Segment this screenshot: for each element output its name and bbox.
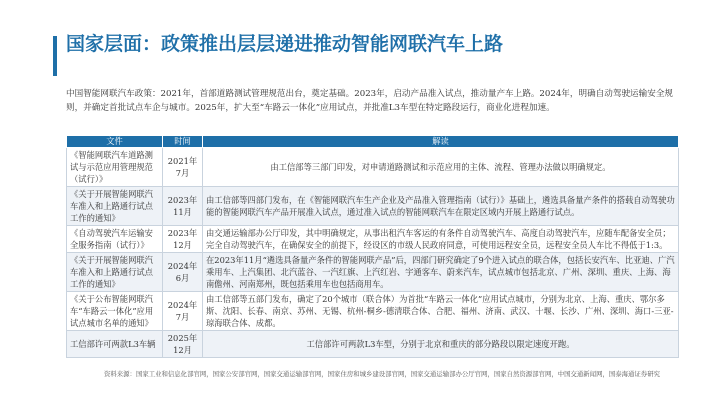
table-row	[67, 148, 679, 187]
row-document: 工信部许可两款L3车辆	[67, 331, 163, 358]
row-document: 《智能网联汽车道路测试与示范应用管理规范（试行）》	[67, 148, 163, 187]
row-document: 《关于公布智能网联汽车“车路云一体化”应用试点城市名单的通知》	[67, 292, 163, 331]
table-row	[67, 226, 679, 253]
table-header-row	[67, 136, 679, 148]
row-interpretation: 由工信部等四部门发布，在《智能网联汽车生产企业及产品准入管理指南（试行）》基础上，遴选具备量产条件的搭载自动驾驶功能的智能网联汽车产品开展准入试点，通过准入试点的智能网联汽车在限定区域内开展上路通行试点。	[203, 187, 679, 226]
row-time: 2024年7月	[163, 292, 203, 331]
page-title: 国家层面：政策推出层层递进推动智能网联汽车上路	[66, 33, 504, 55]
table-row	[67, 331, 679, 358]
header-time: 时间	[163, 136, 203, 148]
table-row	[67, 292, 679, 331]
row-time: 2025年12月	[163, 331, 203, 358]
row-time: 2021年7月	[163, 148, 203, 187]
intro-paragraph: 中国智能网联汽车政策：2021年，首部道路测试管理规范出台，奠定基础。2023年，启动产品准入试点，推动量产车上路。2024年，明确自动驾驶运输安全规则，并确定首批试点车企与城市。2025年，扩大至“车路云一体化”应用试点，并批准L3车型在特定路段运行，商业化进程加速。	[66, 89, 674, 113]
header-document: 文件	[67, 136, 163, 148]
row-interpretation: 由工信部等三部门印发，对申请道路测试和示范应用的主体、流程、管理办法做以明确规定。	[203, 148, 679, 187]
row-time: 2023年12月	[163, 226, 203, 253]
row-time: 2023年11月	[163, 187, 203, 226]
title-accent-bar	[53, 36, 57, 76]
policy-table	[66, 135, 679, 358]
row-time: 2024年6月	[163, 253, 203, 292]
row-interpretation: 工信部许可两款L3车型，分别于北京和重庆的部分路段以限定速度开跑。	[203, 331, 679, 358]
header-interpretation: 解读	[203, 136, 679, 148]
sources-note: 资料来源：国家工业和信息化部官网，国家公安部官网，国家交通运输部官网，国家住房和城乡建设部官网，国家交通运输部办公厅官网，国家自然资源部官网，中国交通新闻网，国泰海通证券研究	[104, 370, 660, 378]
table-row	[67, 253, 679, 292]
table-row	[67, 187, 679, 226]
row-document: 《关于开展智能网联汽车准入和上路通行试点工作的通知》	[67, 187, 163, 226]
row-document: 《自动驾驶汽车运输安全服务指南（试行）》	[67, 226, 163, 253]
row-interpretation: 由交通运输部办公厅印发，其中明确规定，从事出租汽车客运的有条件自动驾驶汽车、高度自动驾驶汽车，应随车配备安全员；完全自动驾驶汽车，在确保安全的前提下，经设区的市级人民政府同意，可使用远程安全员，远程安全员人车比不得低于1:3。	[203, 226, 679, 253]
row-interpretation: 在2023年11月“遴选具备量产条件的智能网联产品”后，四部门研究确定了9个进入试点的联合体，包括长安汽车、比亚迪、广汽乘用车、上汽集团、北汽蓝谷、一汽红旗、上汽红岩、宇通客车、蔚来汽车，试点城市包括北京、广州、深圳、重庆、上海、海南儋州、河南郑州，既包括乘用车也包括商用车。	[203, 253, 679, 292]
row-document: 《关于开展智能网联汽车准入和上路通行试点工作的通知》	[67, 253, 163, 292]
row-interpretation: 由工信部等五部门发布，确定了20个城市（联合体）为首批“车路云一体化”应用试点城市，分别为北京、上海、重庆、鄂尔多斯、沈阳、长春、南京、苏州、无锡、杭州-桐乡-德清联合体、合肥、福州、济南、武汉、十堰、长沙、广州、深圳、海口-三亚-琼海联合体、成都。	[203, 292, 679, 331]
